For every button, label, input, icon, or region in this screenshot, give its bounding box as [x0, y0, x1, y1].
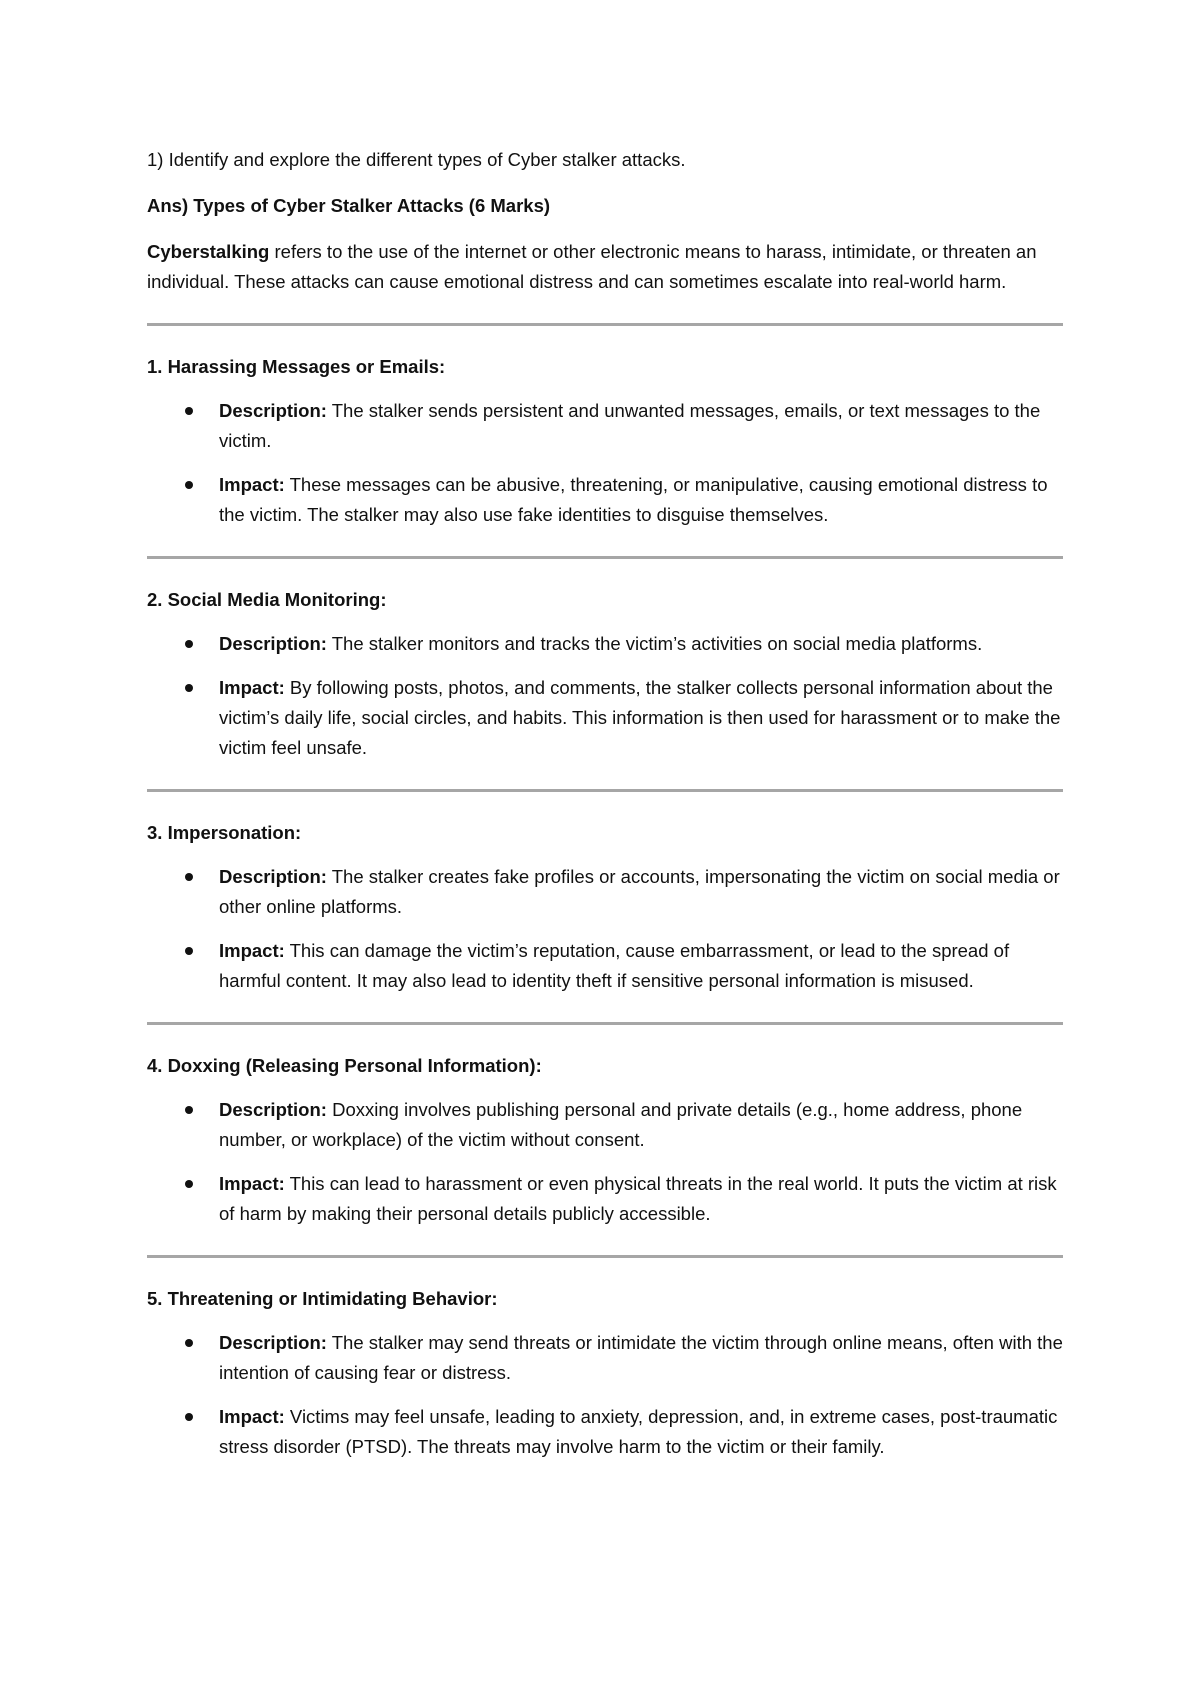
point-text: The stalker creates fake profiles or accounts, impersonating the victim on social media or other online platforms.	[219, 866, 1060, 917]
point-text: These messages can be abusive, threatening, or manipulative, causing emotional distress to the victim. The stalker may also use fake identities to disguise themselves.	[219, 474, 1048, 525]
bullet-icon	[185, 947, 193, 955]
list-item	[147, 1095, 1065, 1155]
bullet-icon	[185, 481, 193, 489]
point-label: Description:	[219, 1099, 327, 1120]
section-title: 5. Threatening or Intimidating Behavior:	[147, 1288, 498, 1309]
point-text: Victims may feel unsafe, leading to anxiety, depression, and, in extreme cases, post-traumatic stress disorder (PTSD). The threats may involve harm to the victim or their family.	[219, 1406, 1058, 1457]
bullet-icon	[185, 1180, 193, 1188]
list-item	[147, 470, 1065, 530]
list-item	[147, 1169, 1065, 1229]
bullet-list	[147, 1095, 1065, 1229]
list-item	[147, 673, 1065, 763]
bullet-icon	[185, 1413, 193, 1421]
bullet-icon	[185, 873, 193, 881]
point-text: The stalker sends persistent and unwanted messages, emails, or text messages to the victim.	[219, 400, 1041, 451]
list-item	[147, 936, 1065, 996]
section-title: 1. Harassing Messages or Emails:	[147, 356, 446, 377]
point-text: The stalker may send threats or intimidate the victim through online means, often with the intention of causing fear or distress.	[219, 1332, 1063, 1383]
answer-heading: Ans) Types of Cyber Stalker Attacks (6 Marks)	[147, 195, 551, 216]
point-label: Impact:	[219, 1173, 285, 1194]
section-divider	[147, 789, 1063, 792]
section-divider	[147, 1255, 1063, 1258]
bullet-list	[147, 862, 1065, 996]
list-item	[147, 1328, 1065, 1388]
point-label: Impact:	[219, 1406, 285, 1427]
bullet-list	[147, 396, 1065, 530]
question-text: 1) Identify and explore the different types of Cyber stalker attacks.	[147, 149, 686, 170]
intro-text: refers to the use of the internet or other electronic means to harass, intimidate, or threaten an individual. These attacks can cause emotional distress and can sometimes escalate into real-world harm.	[147, 241, 1037, 292]
bullet-icon	[185, 684, 193, 692]
intro-paragraph	[147, 237, 1065, 297]
section-title: 2. Social Media Monitoring:	[147, 589, 387, 610]
point-text: This can damage the victim’s reputation, cause embarrassment, or lead to the spread of harmful content. It may also lead to identity theft if sensitive personal information is misused.	[219, 940, 1010, 991]
list-item	[147, 862, 1065, 922]
list-item	[147, 396, 1065, 456]
document-page	[147, 145, 1065, 1488]
list-item	[147, 1402, 1065, 1462]
point-text: This can lead to harassment or even physical threats in the real world. It puts the victim at risk of harm by making their personal details publicly accessible.	[219, 1173, 1057, 1224]
point-text: By following posts, photos, and comments, the stalker collects personal information about the victim’s daily life, social circles, and habits. This information is then used for harassment or to make the victim feel unsafe.	[219, 677, 1061, 758]
sections-container	[147, 323, 1065, 1462]
bullet-icon	[185, 1106, 193, 1114]
point-label: Impact:	[219, 677, 285, 698]
intro-term: Cyberstalking	[147, 241, 270, 262]
bullet-list	[147, 629, 1065, 763]
point-label: Description:	[219, 1332, 327, 1353]
point-label: Description:	[219, 633, 327, 654]
section-divider	[147, 556, 1063, 559]
point-label: Description:	[219, 866, 327, 887]
point-label: Impact:	[219, 474, 285, 495]
section-divider	[147, 1022, 1063, 1025]
bullet-icon	[185, 640, 193, 648]
list-item	[147, 629, 1065, 659]
point-text: The stalker monitors and tracks the victim’s activities on social media platforms.	[326, 633, 983, 654]
point-text: Doxxing involves publishing personal and private details (e.g., home address, phone number, or workplace) of the victim without consent.	[219, 1099, 1023, 1150]
section-title: 3. Impersonation:	[147, 822, 302, 843]
bullet-list	[147, 1328, 1065, 1462]
section-title: 4. Doxxing (Releasing Personal Information):	[147, 1055, 542, 1076]
section-divider	[147, 323, 1063, 326]
point-label: Description:	[219, 400, 327, 421]
point-label: Impact:	[219, 940, 285, 961]
bullet-icon	[185, 1339, 193, 1347]
bullet-icon	[185, 407, 193, 415]
